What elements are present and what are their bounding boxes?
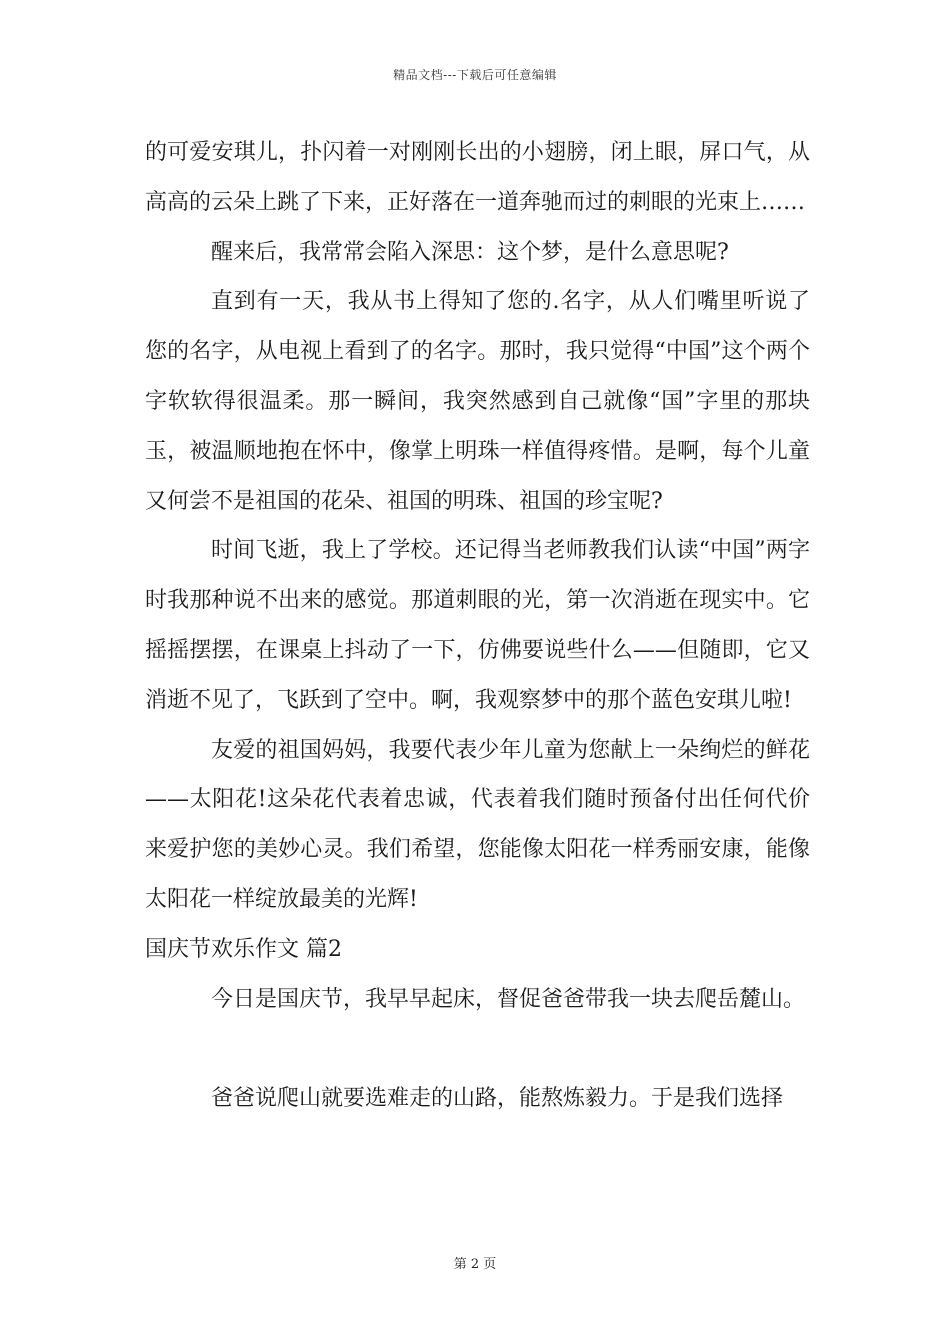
paragraph: 直到有一天，我从书上得知了您的.名字，从人们嘴里听说了您的名字，从电视上看到了的名字。那时，我只觉得“中国”这个两个字软软得很温柔。那一瞬间，我突然感到自己就像“国”字里的那块玉，被温顺地抱在怀中，像掌上明珠一样值得疼惜。是啊，每个儿童又何尝不是祖国的花朵、祖国的明珠、祖国的珍宝呢? <box>145 289 810 514</box>
document-body <box>145 128 810 1124</box>
paragraph-continued: 的可爱安琪儿，扑闪着一对刚刚长出的小翅膀，闭上眼，屏口气，从高高的云朵上跳了下来，正好落在一道奔驰而过的刺眼的光束上…… <box>145 140 810 215</box>
paragraph: 今日是国庆节，我早早起床，督促爸爸带我一块去爬岳麓山。 <box>211 986 806 1012</box>
paragraph: 友爱的祖国妈妈，我要代表少年儿童为您献上一朵绚烂的鲜花——太阳花!这朵花代表着忠诚，代表着我们随时预备付出任何代价来爱护您的美妙心灵。我们希望，您能像太阳花一样秀丽安康，能像太阳花一样绽放最美的光辉! <box>145 737 810 912</box>
paragraph-gap <box>145 1024 810 1074</box>
paragraph: 时间飞逝，我上了学校。还记得当老师教我们认读“中国”两字时我那种说不出来的感觉。那道刺眼的光，第一次消逝在现实中。它摇摇摆摆，在课桌上抖动了一下，仿佛要说些什么——但随即，它又消逝不见了，飞跃到了空中。啊，我观察梦中的那个蓝色安琪儿啦! <box>145 538 810 713</box>
paragraph: 醒来后，我常常会陷入深思：这个梦，是什么意思呢? <box>211 239 729 265</box>
paragraph: 爸爸说爬山就要选难走的山路，能熬炼毅力。于是我们选择 <box>211 1086 784 1112</box>
page-number: 第 2 页 <box>453 1257 497 1272</box>
section-title: 国庆节欢乐作文 篇2 <box>145 936 342 962</box>
page-header: 精品文档---下载后可任意编辑 <box>393 68 557 82</box>
